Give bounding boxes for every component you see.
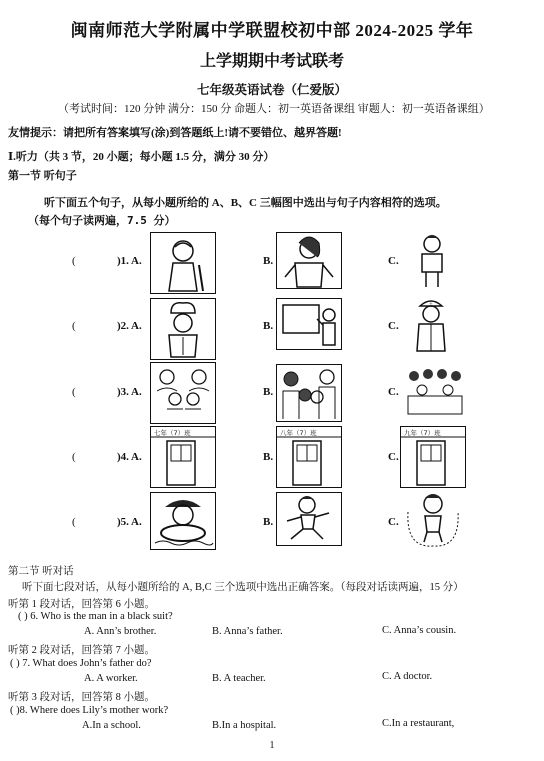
question-8: ( )8. Where does Lily’s mother work? xyxy=(10,705,169,716)
running-boy-icon xyxy=(277,493,341,545)
question-7: ( ) 7. What does John’s father do? xyxy=(10,658,152,669)
q4-option-b-label: B. xyxy=(263,451,274,463)
q2-option-b-label: B. xyxy=(263,320,274,332)
section1-note: （每个句子读两遍，7.5 分） xyxy=(28,214,176,227)
q2-picture-a-chef xyxy=(150,298,216,360)
q1-picture-c-man xyxy=(404,232,460,288)
q3-picture-c-group xyxy=(404,366,466,416)
q3-picture-a-family xyxy=(150,362,216,424)
answer-bracket-2[interactable]: ( xyxy=(72,320,76,332)
old-man-icon xyxy=(151,233,215,293)
page-number: 1 xyxy=(269,740,275,751)
answer-bracket-1[interactable]: ( xyxy=(72,255,76,267)
question-5-label: )5. A. xyxy=(117,516,142,528)
group-people-icon xyxy=(404,366,466,416)
q2-picture-b-teacher xyxy=(276,298,342,350)
q1-option-c-label: C. xyxy=(388,255,399,267)
question-6: ( ) 6. Who is the man in a black suit? xyxy=(18,611,173,622)
q4-sign-c: 九年（7）班 xyxy=(404,429,441,437)
part1-heading: Ⅰ.听力（共 3 节，20 小题；每小题 1.5 分，满分 30 分） xyxy=(8,151,275,163)
q8-option-a[interactable]: A.In a school. xyxy=(82,720,141,731)
friendly-tip: 友情提示：请把所有答案填写(涂)到答题纸上!请不要错位、越界答题! xyxy=(8,127,342,139)
man-icon xyxy=(404,232,460,288)
section1-title: 第一节 听句子 xyxy=(8,170,77,182)
q6-option-b[interactable]: B. Anna’s father. xyxy=(212,626,283,637)
dialogue-2-intro: 听第 2 段对话，回答第 7 小题。 xyxy=(8,645,155,656)
question-2-label: )2. A. xyxy=(117,320,142,332)
exam-meta: （考试时间：120 分钟 满分：150 分 命题人：初一英语备课组 审题人：初一英语备课组） xyxy=(58,103,490,115)
exam-title-line1: 闽南师范大学附属中学联盟校初中部 2024-2025 学年 xyxy=(70,21,474,40)
q3-option-b-label: B. xyxy=(263,386,274,398)
exam-title-line2: 上学期期中考试联考 xyxy=(199,53,344,70)
q4-option-c-label: C. xyxy=(388,451,399,463)
woman-icon xyxy=(277,233,341,288)
q8-option-c[interactable]: C.In a restaurant, xyxy=(382,718,455,729)
q4-sign-b: 八年（7）班 xyxy=(280,429,317,437)
section2-instruction: 听下面七段对话，从每小题所给的 A, B,C 三个选项中选出正确答案。（每段对话读两遍，15 分） xyxy=(22,582,464,593)
section2-title: 第二节 听对话 xyxy=(8,566,74,577)
svg-text:+: + xyxy=(429,302,433,308)
chef-icon xyxy=(151,299,215,359)
dialogue-1-intro: 听第 1 段对话，回答第 6 小题。 xyxy=(8,599,155,610)
q8-option-b[interactable]: B.In a hospital. xyxy=(212,720,277,731)
answer-bracket-5[interactable]: ( xyxy=(72,516,76,528)
parents-children-icon xyxy=(277,365,341,421)
q1-picture-a-old-man xyxy=(150,232,216,294)
family-icon xyxy=(151,363,215,423)
swimming-boy-icon xyxy=(151,493,215,549)
q5-option-b-label: B. xyxy=(263,516,274,528)
q4-sign-a: 七年（7）班 xyxy=(154,429,191,437)
q5-picture-b-running xyxy=(276,492,342,546)
section1-instruction: 听下面五个句子，从每小题所给的 A、B、C 三幅图中选出与句子内容相符的选项。 xyxy=(44,197,447,209)
q4-picture-c-classroom-door xyxy=(400,426,466,488)
q4-picture-b-classroom-door xyxy=(276,426,342,488)
blackboard-teacher-icon xyxy=(277,299,341,349)
answer-bracket-3[interactable]: ( xyxy=(72,386,76,398)
jump-rope-icon xyxy=(402,490,464,550)
doctor-icon xyxy=(404,296,458,352)
q3-picture-b-family xyxy=(276,364,342,422)
dialogue-3-intro: 听第 3 段对话，回答第 8 小题。 xyxy=(8,692,155,703)
question-3-label: )3. A. xyxy=(117,386,142,398)
q6-option-c[interactable]: C. Anna’s cousin. xyxy=(382,625,457,636)
q2-picture-c-doctor xyxy=(404,296,458,352)
q2-option-c-label: C. xyxy=(388,320,399,332)
q1-picture-b-woman xyxy=(276,232,342,289)
q3-option-c-label: C. xyxy=(388,386,399,398)
q5-picture-a-swimming xyxy=(150,492,216,550)
q7-option-c[interactable]: C. A doctor. xyxy=(382,671,433,682)
q4-picture-a-classroom-door xyxy=(150,426,216,488)
q7-option-b[interactable]: B. A teacher. xyxy=(212,673,266,684)
question-1-label: )1. A. xyxy=(117,255,142,267)
exam-subtitle: 七年级英语试卷（仁爱版） xyxy=(196,83,347,97)
q5-picture-c-jump-rope xyxy=(402,490,464,550)
q7-option-a[interactable]: A. A worker. xyxy=(84,673,138,684)
q1-option-b-label: B. xyxy=(263,255,274,267)
question-4-label: )4. A. xyxy=(117,451,142,463)
answer-bracket-4[interactable]: ( xyxy=(72,451,76,463)
q6-option-a[interactable]: A. Ann’s brother. xyxy=(84,626,157,637)
q5-option-c-label: C. xyxy=(388,516,399,528)
